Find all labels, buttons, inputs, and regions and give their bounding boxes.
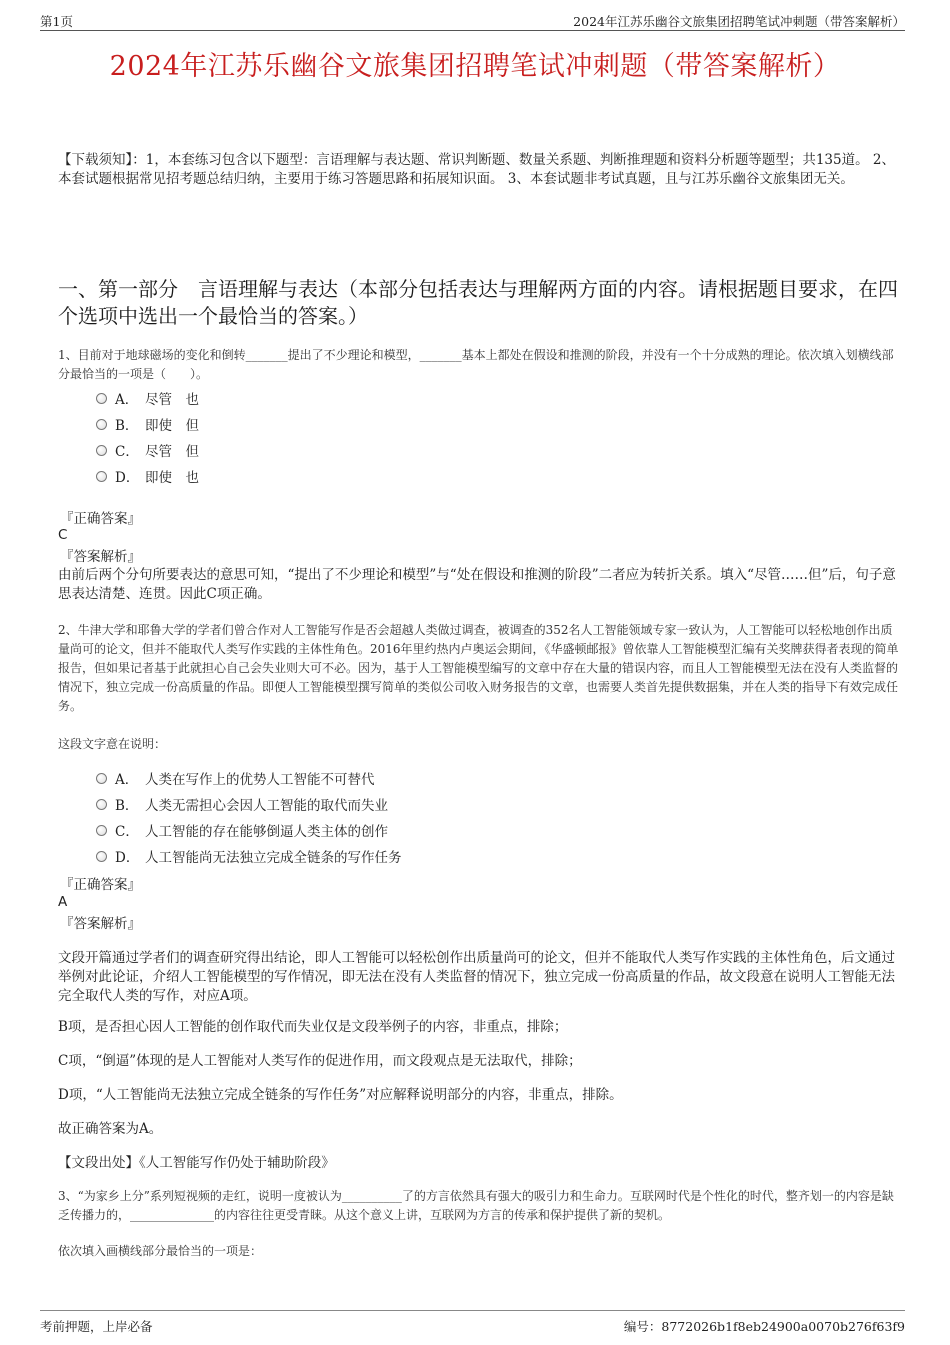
option-b[interactable]: B． 即使 但: [96, 411, 199, 437]
question-3-text: 3、“为家乡上分”系列短视频的走红，说明一度被认为__________了的方言依然具有强大的吸引力和生命力。互联网时代是个性化的时代，整齐划一的内容是缺乏传播力的，______________的内容往往更受青睐。从这个意义上讲，互联网为方言的传承和保护提供了新的契机。: [58, 1189, 894, 1222]
option-text: 即使 但: [145, 418, 199, 434]
document-title: 2024年江苏乐幽谷文旅集团招聘笔试冲刺题（带答案解析）: [109, 51, 841, 82]
option-text: 人工智能尚无法独立完成全链条的写作任务: [145, 850, 402, 866]
option-d[interactable]: D． 人工智能尚无法独立完成全链条的写作任务: [96, 843, 402, 869]
question-1-text: 1、目前对于地球磁场的变化和倒转_______提出了不少理论和模型，_______基本上都处在假设和推测的阶段，并没有一个十分成熟的理论。依次填入划横线部分最恰当的一项是（ ）。: [58, 348, 894, 381]
option-c[interactable]: C． 尽管 但: [96, 437, 199, 463]
analysis-label: 『答案解析』: [60, 549, 141, 565]
radio-icon[interactable]: [96, 799, 107, 810]
option-text: 尽管 但: [145, 444, 199, 460]
option-text: 人类无需担心会因人工智能的取代而失业: [145, 798, 388, 814]
analysis-paragraph-4: D项，“人工智能尚无法独立完成全链条的写作任务”对应解释说明部分的内容，非重点，排除。: [58, 1087, 623, 1103]
option-text: 人工智能的存在能够倒逼人类主体的创作: [145, 824, 388, 840]
section-heading: 一、第一部分 言语理解与表达（本部分包括表达与理解两方面的内容。请根据题目要求，在四个选项中选出一个最恰当的答案。）: [58, 277, 898, 328]
analysis-paragraph-2: B项，是否担心因人工智能的创作取代而失业仅是文段举例子的内容，非重点，排除；: [58, 1019, 568, 1035]
correct-answer: A: [58, 894, 68, 910]
option-b[interactable]: B． 人类无需担心会因人工智能的取代而失业: [96, 791, 402, 817]
source-citation: 【文段出处】《人工智能写作仍处于辅助阶段》: [58, 1155, 335, 1171]
question-2-options: [96, 765, 402, 869]
radio-icon[interactable]: [96, 825, 107, 836]
analysis-paragraph-5: 故正确答案为A。: [58, 1121, 163, 1137]
option-text: 尽管 也: [145, 392, 199, 408]
analysis-paragraph-1: 文段开篇通过学者们的调查研究得出结论，即人工智能可以轻松创作出质量尚可的论文，但并不能取代人类写作实践的主体性角色，后文通过举例对此论证，介绍人工智能模型的写作情况，即无法在没有人类监督的情况下，独立完成一份高质量的作品，故文段意在说明人工智能无法完全取代人类的写作，对应A项。: [58, 950, 895, 1004]
option-d[interactable]: D． 即使 也: [96, 463, 199, 489]
question-2-prompt: 这段文字意在说明：: [58, 737, 167, 751]
radio-icon[interactable]: [96, 393, 107, 404]
answer-analysis: 由前后两个分句所要表达的意思可知，“提出了不少理论和模型”与“处在假设和推测的阶段”二者应为转折关系。填入“尽管……但”后，句子意思表达清楚、连贯。因此C项正确。: [58, 567, 896, 602]
option-a[interactable]: A． 人类在写作上的优势人工智能不可替代: [96, 765, 402, 791]
radio-icon[interactable]: [96, 419, 107, 430]
option-text: 人类在写作上的优势人工智能不可替代: [145, 772, 375, 788]
option-c[interactable]: C． 人工智能的存在能够倒逼人类主体的创作: [96, 817, 402, 843]
analysis-paragraph-3: C项，“倒逼”体现的是人工智能对人类写作的促进作用，而文段观点是无法取代，排除；: [58, 1053, 582, 1069]
document-id: 编号：8772026b1f8eb24900a0070b276f63f9: [623, 1319, 905, 1334]
radio-icon[interactable]: [96, 445, 107, 456]
correct-answer: C: [58, 527, 68, 543]
footer-slogan: 考前押题，上岸必备: [40, 1319, 153, 1334]
answer-label: 『正确答案』: [60, 511, 141, 527]
radio-icon[interactable]: [96, 773, 107, 784]
page-number: 第1页: [40, 14, 73, 29]
page-footer: [40, 1310, 905, 1334]
question-3-prompt: 依次填入画横线部分最恰当的一项是：: [58, 1244, 263, 1258]
question-1-options: [96, 385, 199, 489]
option-text: 即使 也: [145, 470, 199, 486]
analysis-label: 『答案解析』: [60, 916, 141, 932]
answer-label: 『正确答案』: [60, 877, 141, 893]
radio-icon[interactable]: [96, 851, 107, 862]
radio-icon[interactable]: [96, 471, 107, 482]
page-header: [40, 10, 905, 31]
option-a[interactable]: A． 尽管 也: [96, 385, 199, 411]
question-2-text: 2、牛津大学和耶鲁大学的学者们曾合作对人工智能写作是否会超越人类做过调查，被调查的352名人工智能领域专家一致认为，人工智能可以轻松地创作出质量尚可的论文，但并不能取代人类写作实践的主体性角色。2016年里约热内卢奥运会期间，《华盛顿邮报》曾依靠人工智能模型汇编有关奖牌获得者表现的简单报告，但如果记者基于此就担心自己会失业则大可不必。因为，基于人工智能模型编写的文章中存在大量的错误内容，而且人工智能模型无法在没有人类监督的情况下，独立完成一份高质量的作品。即便人工智能模型撰写简单的类似公司收入财务报告的文章，也需要人类首先提供数据集，并在人类的指导下有效完成任务。: [58, 623, 899, 713]
download-notice: 【下载须知】：1，本套练习包含以下题型：言语理解与表达题、常识判断题、数量关系题、判断推理题和资料分析题等题型；共135道。 2、本套试题根据常见招考题总结归纳，主要用于练习答题思路和拓展知识面。 3、本套试题非考试真题，且与江苏乐幽谷文旅集团无关。: [58, 152, 895, 187]
header-doc-title: 2024年江苏乐幽谷文旅集团招聘笔试冲刺题（带答案解析）: [573, 14, 905, 29]
